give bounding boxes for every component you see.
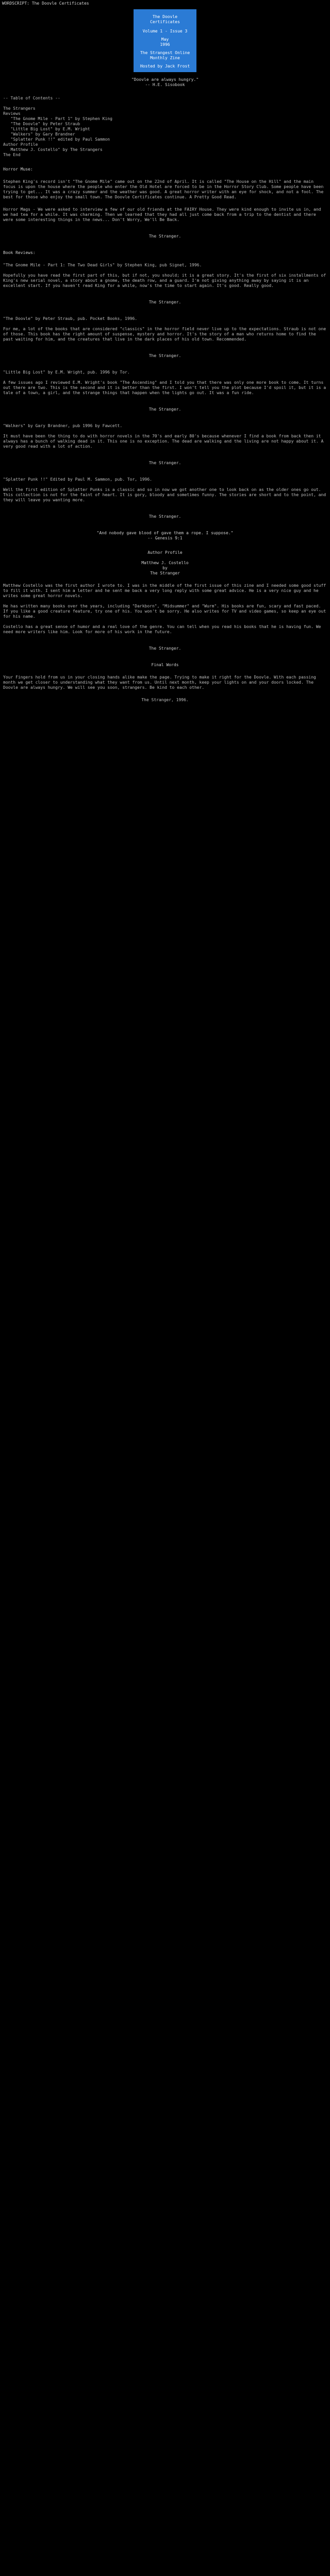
header-section <box>0 9 330 72</box>
header-desc: The Strangest Online <box>140 50 190 55</box>
review-3: "Little Big Lost" by E.M. Wright, pub. 1996 by Tor. A few issues ago I reviewed E.M. Wright's book "The Ascending" and I told you that there was only one more book to come. It turns out there are two. This is the second and it is better than the first. I won't tell you the plot because I'd spoil it, but it is a tale of a town, a girl, and the strange things that happen when the lights go out. It was a fun ride. <box>3 370 326 395</box>
header-line2: Hosted by Jack Frost <box>140 64 190 69</box>
reviews-heading: Book Reviews: <box>3 250 36 255</box>
divider: The Stranger. <box>148 300 182 304</box>
divider: The Stranger. <box>148 234 182 239</box>
header-box <box>134 9 196 72</box>
final-heading: Final Words <box>151 663 179 667</box>
divider: The Stranger. <box>148 353 182 358</box>
intro-text: Stephen King's record isn't "The Gnome Mile" came out on the 22nd of April. It is called "The House on the Hill" and the main focus is upon the house where the people who enter the Old Hotel are forced to be in the Horror Story Club. Some people have been trying to get... It was a crazy summer and the weather was good. A great horror writer with an eye for shock, and not a fool. The best for those who enjoy the small town. The Doovle Certificates continue. A Pretty Good Read. <box>3 179 326 199</box>
reviews-section <box>0 250 330 503</box>
intro-heading: Horror Muse: <box>3 167 33 172</box>
author-profile-section <box>0 531 330 635</box>
divider: The Stranger. <box>148 514 182 519</box>
author-body: Matthew Costello was the first author I wrote to. I was in the middle of the first issue of this zine and I needed some good stuff to fill it with. I sent him a letter and he sent me back a very long reply with some great advice. He is a very nice guy and he writes some great horror novels. He has written many books over the years, including "Darkborn", "Midsummer" and "Wurm". His books are fun, scary and fast paced. If you like a good creature feature, try one of his. You won't be sorry. He also writes for TV and video games, so keep an eye out for his name. Costello has a great sense of humor and a real love of the genre. You can tell when you read his books that he is having fun. We need more writers like him. Look for more of his work in the future. <box>3 583 326 634</box>
header-line1: Monthly Zine <box>150 56 180 60</box>
divider: The Stranger. <box>148 461 182 465</box>
front-quote: "Doovle are always hungry." -- H.E. Sisobook <box>131 77 199 87</box>
review-5: "Splatter Punk !!" Edited by Paul M. Sammon, pub. Tor, 1996. Well the first edition of Splatter Punks is a classic and so in now we got another one to look back on as the older ones go out. This collection is not for the faint of heart. It is gory, bloody and sometimes funny. The stories are short and to the point, and they will leave you wanting more. <box>3 477 326 502</box>
final-section <box>0 663 330 703</box>
top-left-label: WORDSCRIPT: The Doovle Certificates <box>2 1 89 6</box>
review-2: "The Doovle" by Peter Straub, pub. Pocket Books, 1996. For me, a lot of the books that are considered "classics" in the horror field never live up to the expectations. Straub is not one of those. This book has the right amount of suspense, mystery and horror. It's the story of a man who returns home to find the past waiting for him, and the creatures that live in the dark places of his old town. Recommended. <box>3 316 326 342</box>
final-sign: The Stranger, 1996. <box>141 698 189 702</box>
header-month: May <box>161 37 169 42</box>
divider: The Stranger. <box>148 646 182 651</box>
divider: The Stranger. <box>148 407 182 412</box>
header-year: 1996 <box>160 42 170 47</box>
review-4: "Walkers" by Gary Brandner, pub 1996 by Fawcett. It must have been the thing to do with horror novels in the 70's and early 80's because whenever I find a book from back then it always has a bunch of walking dead in it. This one is no exception. The dead are walking and the living are not happy about it. A very good read with a lot of action. <box>3 423 324 449</box>
author-intro: Matthew J. Costello by The Stranger <box>141 561 189 575</box>
final-body: Your Fingers hold from us in your closing hands alike make the page. Trying to make it right for the Doovle. With each passing month we get closer to understanding what they want from us. Until next month, keep your lights on and your doors locked. The Doovle are always hungry. We will see you soon, strangers. Be kind to each other. <box>3 675 319 690</box>
table-of-contents: -- Table of Contents -- The Strangers Reviews "The Gnome Mile - Part 1" by Stephen King "The Doovle" by Peter Straub "Little Big Lost" by E.M. Wright "Walkers" by Gary Brandner "Splatter Punk !!" edited by Paul Sammon Author Profile Matthew J. Costello" by The Strangers The End <box>3 96 112 157</box>
author-quote: "And nobody gave blood of gave them a rope. I suppose." -- Genesis 9:1 <box>96 531 234 540</box>
header-title: The Doovle Certificates <box>150 14 180 24</box>
intro-section <box>0 167 330 223</box>
author-profile-heading: Author Profile <box>147 550 183 555</box>
toc-section <box>0 96 330 158</box>
review-1: "The Gnome Mile - Part 1: The Two Dead Girls" by Stephen King, pub Signet, 1996. Hopefully you have read the first part of this, but if not, you should; it is a great story. It's the first of six installments of King's new serial novel, a story about a gnome, the death row, and a guard. I'm not giving anything away by saying it is an excellent start. If you haven't read King for a while, now's the time to start again. It's good. Really good. <box>3 263 326 288</box>
intro-text-2: Horror Mags - We were asked to interview a few of our old friends at the FAIRY House. They were kind enough to invite us in, and we had tea for a while. It was charming. Then we learned that they had all just come back from a trip to the dentist and there were some interesting things in the news... Don't Worry, We'll Be Back. <box>3 207 324 222</box>
front-quote-section <box>0 77 330 88</box>
header-volume: Volume 1 - Issue 3 <box>142 29 188 33</box>
